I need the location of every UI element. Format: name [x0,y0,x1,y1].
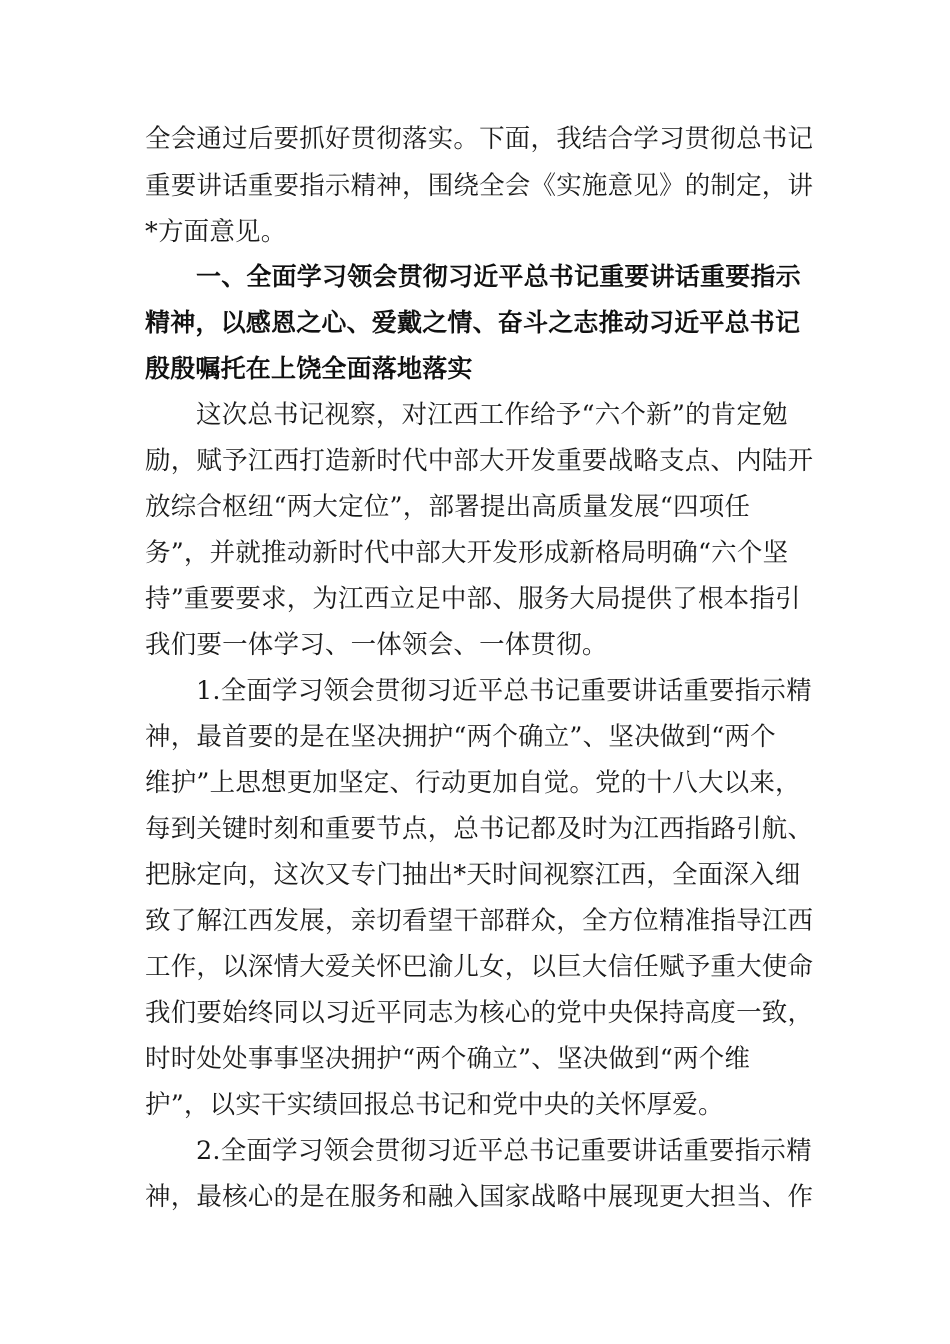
text-line: 每到关键时刻和重要节点，总书记都及时为江西指路引航、 [145,814,814,844]
text-line: 护”，以实干实绩回报总书记和党中央的关怀厚爱。 [145,1090,724,1120]
section-heading-line: 精神，以感恩之心、爱戴之情、奋斗之志推动习近平总书记 [145,308,801,337]
text-line: 1.全面学习领会贯彻习近平总书记重要讲话重要指示精 [196,676,812,706]
section-heading-line: 殷殷嘱托在上饶全面落地落实 [145,354,473,383]
text-line: *方面意见。 [145,217,287,247]
text-line: 重要讲话重要指示精神，围绕全会《实施意见》的制定，讲 [145,171,814,201]
text-line: 工作，以深情大爱关怀巴渝儿女，以巨大信任赋予重大使命 [145,952,814,982]
text-line: 我们要一体学习、一体领会、一体贯彻。 [145,630,608,660]
text-line: 神，最核心的是在服务和融入国家战略中展现更大担当、作 [145,1182,814,1212]
text-line: 放综合枢纽“两大定位”，部署提出高质量发展“四项任 [145,492,751,522]
text-line: 致了解江西发展，亲切看望干部群众，全方位精准指导江西 [145,906,814,936]
text-line: 把脉定向，这次又专门抽出*天时间视察江西，全面深入细 [145,860,801,890]
text-line: 维护”上思想更加坚定、行动更加自觉。党的十八大以来， [145,768,801,798]
text-line: 持”重要要求，为江西立足中部、服务大局提供了根本指引 [145,584,801,614]
text-line: 2.全面学习领会贯彻习近平总书记重要讲话重要指示精 [196,1136,812,1166]
text-line: 全会通过后要抓好贯彻落实。下面，我结合学习贯彻总书记 [145,124,814,154]
text-line: 我们要始终同以习近平同志为核心的党中央保持高度一致， [145,998,814,1028]
text-line: 励，赋予江西打造新时代中部大开发重要战略支点、内陆开 [145,446,814,476]
text-line: 时时处处事事坚决拥护“两个确立”、坚决做到“两个维 [145,1044,751,1074]
text-line: 这次总书记视察，对江西工作给予“六个新”的肯定勉 [196,400,788,430]
section-heading-line: 一、全面学习领会贯彻习近平总书记重要讲话重要指示 [196,262,801,291]
text-line: 神，最首要的是在坚决拥护“两个确立”、坚决做到“两个 [145,722,776,752]
text-line: 务”，并就推动新时代中部大开发形成新格局明确“六个坚 [145,538,789,568]
